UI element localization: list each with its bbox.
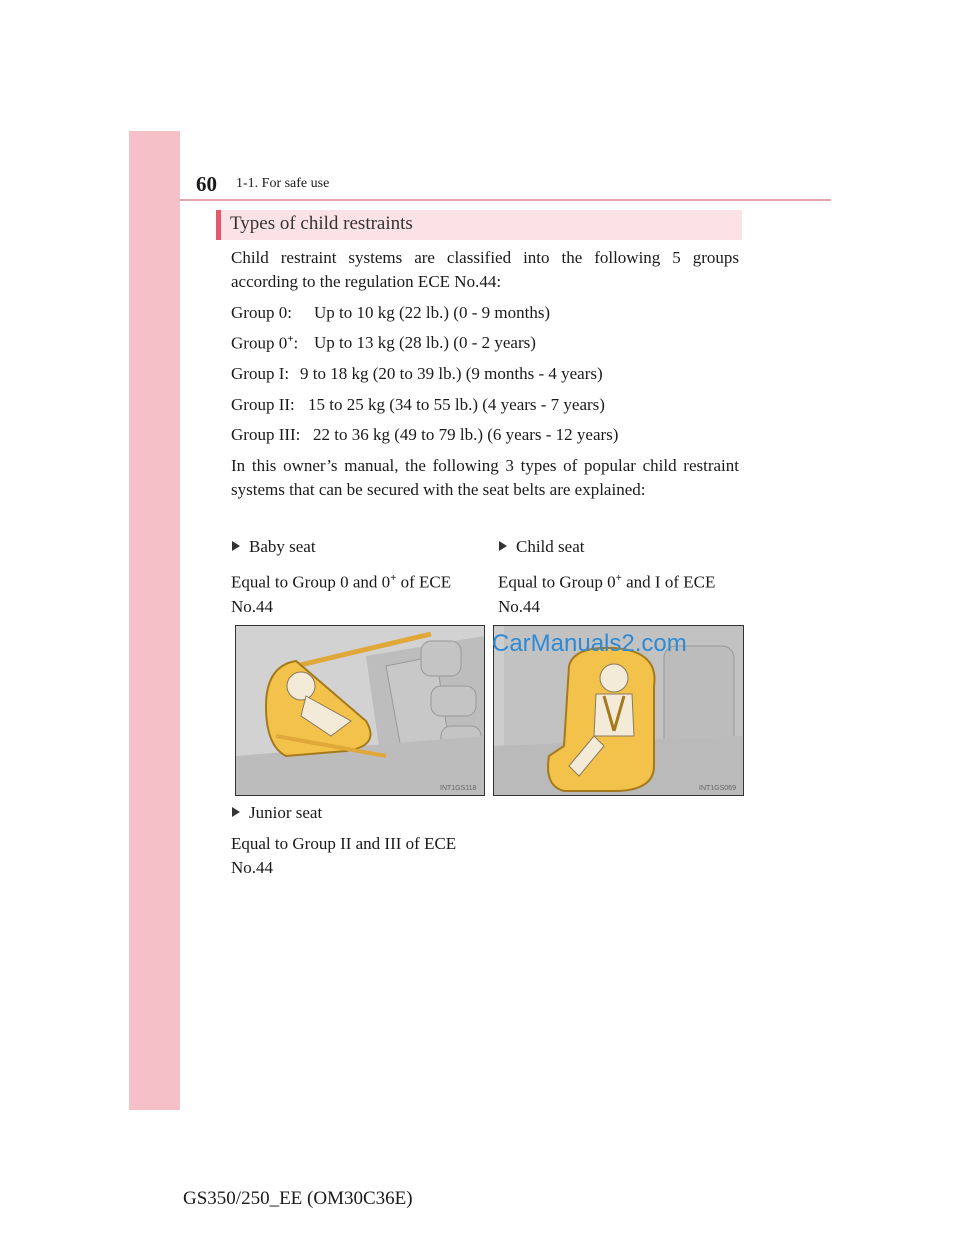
section-title: Types of child restraints <box>230 213 413 234</box>
section-label: 1-1. For safe use <box>236 176 330 191</box>
group-value: 22 to 36 kg (49 to 79 lb.) (6 years - 12 years) <box>313 425 619 444</box>
triangle-bullet-icon <box>232 541 240 551</box>
baby-seat-drawing <box>236 626 484 795</box>
group-value: 9 to 18 kg (20 to 39 lb.) (9 months - 4 years) <box>300 364 603 383</box>
group-row <box>231 303 551 323</box>
chapter-side-tab <box>129 131 180 1110</box>
triangle-bullet-icon <box>499 541 507 551</box>
baby-seat-heading: Baby seat <box>232 537 316 557</box>
group-row <box>231 395 605 415</box>
baby-seat-illustration <box>235 625 485 796</box>
group-row <box>231 425 619 445</box>
group-label: Group I: <box>231 364 290 383</box>
header-rule <box>180 199 831 201</box>
group-value: 15 to 25 kg (34 to 55 lb.) (4 years - 7 years) <box>308 395 605 414</box>
image-code: INT1GS118 <box>440 785 477 792</box>
junior-seat-description: Equal to Group II and III of ECE No.44 <box>231 834 457 877</box>
section-title-bar <box>216 210 742 240</box>
group-value: Up to 10 kg (22 lb.) (0 - 9 months) <box>314 303 551 322</box>
group-label: Group III: <box>231 425 301 444</box>
image-code: INT1GS069 <box>699 785 736 792</box>
group-label: Group 0+: <box>231 333 299 353</box>
child-seat-heading: Child seat <box>499 537 584 557</box>
group-value: Up to 13 kg (28 lb.) (0 - 2 years) <box>314 333 536 352</box>
child-seat-description: Equal to Group 0+ and I of ECE No.44 <box>498 572 716 616</box>
group-row <box>231 364 603 384</box>
baby-seat-description: Equal to Group 0 and 0+ of ECE No.44 <box>231 572 452 616</box>
watermark-text: CarManuals2.com <box>492 630 687 657</box>
group-label: Group II: <box>231 395 295 414</box>
intro-paragraph: Child restraint systems are classified into the following 5 groups according to the regulation ECE No.44: <box>231 248 739 291</box>
group-label: Group 0: <box>231 303 292 322</box>
junior-seat-heading: Junior seat <box>232 803 322 823</box>
manual-paragraph: In this owner’s manual, the following 3 types of popular child restraint systems that can be secured with the seat belts are explained: <box>231 456 739 499</box>
triangle-bullet-icon <box>232 807 240 817</box>
footer-model-code: GS350/250_EE (OM30C36E) <box>183 1188 413 1209</box>
group-row <box>231 333 536 354</box>
page-number: 60 <box>196 172 217 196</box>
